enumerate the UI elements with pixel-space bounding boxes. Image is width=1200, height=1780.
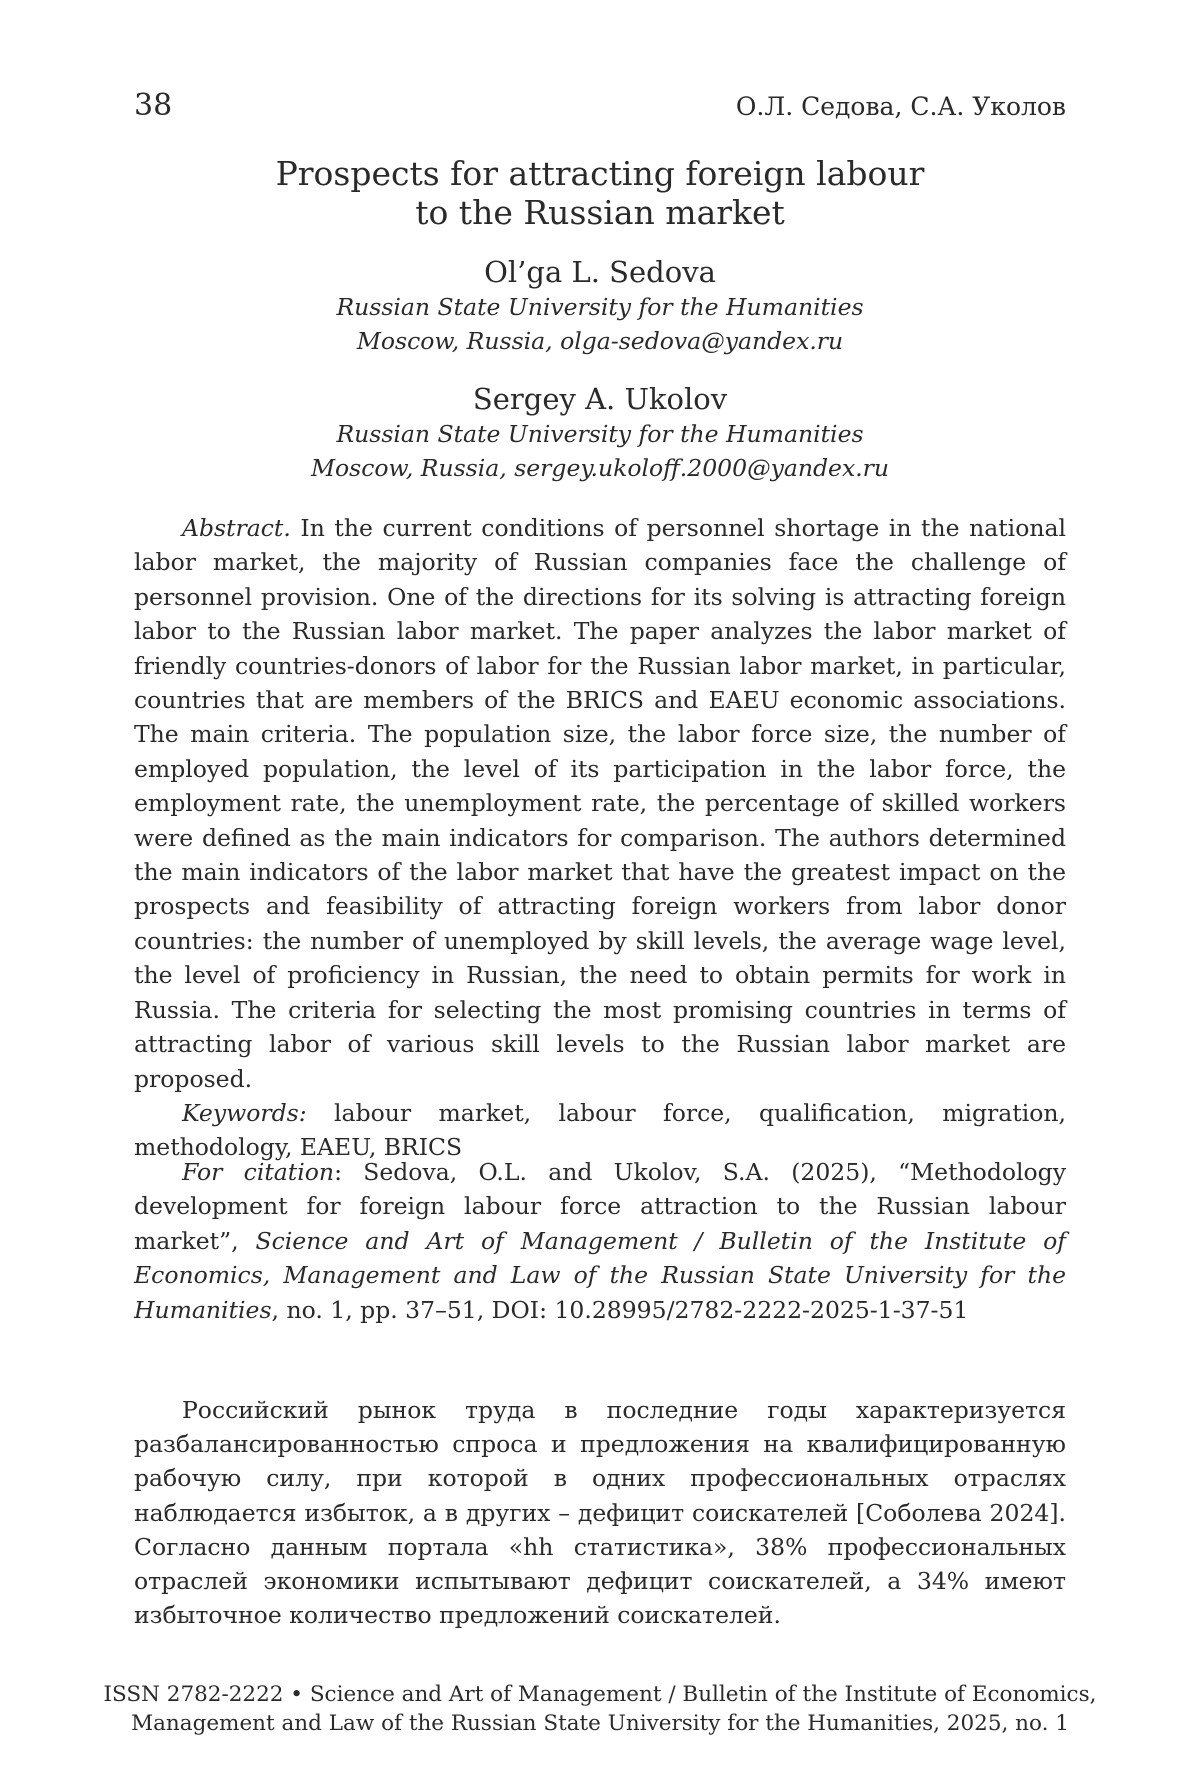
article-title-line: Prospects for attracting foreign labour [275,154,925,193]
body-paragraph: Российский рынок труда в последние годы характеризуется разбалансированностью спроса и предложения на квалифицированную рабочую силу, при которой в одних профессиональных отраслях наблюдается избыток, а в других – дефицит соискателей [Соболева 2024]. Согласно данным портала «hh статистика», 38% профессиональных отраслей экономики испытывают дефицит соискателей, а 34% имеют избыточное количество предложений соискателей. [134,1396,1066,1630]
citation-section [134,1155,1066,1327]
abstract-label: Abstract. [182,514,291,542]
citation-paragraph [134,1155,1066,1327]
citation-label: For citation [182,1158,335,1186]
page-footer [100,1680,1100,1738]
abstract-text: In the current conditions of personnel shortage in the national labor market, the majority of Russian companies face the challenge of personnel provision. One of the directions for its solving is attracting foreign labor to the Russian labor market. The paper analyzes the labor market of friendly countries-donors of labor for the Russian labor market, in particular, countries that are members of the BRICS and EAEU economic associations. The main criteria. The population size, the labor force size, the number of employed population, the level of its participation in the labor force, the employment rate, the unemployment rate, the percentage of skilled workers were defined as the main indicators for comparison. The authors determined the main indicators of the labor market that have the greatest impact on the prospects and feasibility of attracting foreign workers from labor donor countries: the number of unemployed by skill levels, the average wage level, the level of proficiency in Russian, the need to obtain permits for work in Russia. The criteria for selecting the most promising countries in terms of attracting labor of various skill levels to the Russian labor market are proposed. [134,514,1066,1093]
running-head-authors: О.Л. Седова, С.А. Уколов [735,92,1066,121]
keywords-text: labour market, labour force, qualification, migration, methodology, EAEU, BRICS [134,1098,1066,1162]
footer-line: Management and Law of the Russian State University for the Humanities, 2025, no. 1 [131,1711,1069,1736]
citation-journal: Science and Art of Management / Bulletin of the Institute of Economics, Management and Law of the Russian State University for the Humanities [134,1226,1066,1324]
article-title-line: to the Russian market [415,193,785,232]
footer-line: ISSN 2782-2222 • Science and Art of Management / Bulletin of the Institute of Economics, [103,1682,1097,1707]
author-location-email: Moscow, Russia, sergey.ukoloff.2000@yandex.ru [310,454,890,482]
keywords-label: Keywords: [182,1098,307,1127]
author-affiliation: Russian State University for the Humanities [336,293,864,321]
abstract-section [134,511,1066,1165]
page-number: 38 [134,88,173,123]
author-name: Sergey A. Ukolov [472,382,728,416]
author-block [134,381,1066,485]
body-section [134,1393,1066,1632]
author-affiliation: Russian State University for the Humanities [336,420,864,448]
running-head [134,88,1066,123]
citation-text: : Sedova, O.L. and Ukolov, S.A. (2025), “Methodology development for foreign labour force attraction to the Russian labour market”, [134,1158,1066,1255]
author-block [134,254,1066,358]
author-location-email: Moscow, Russia, olga-sedova@yandex.ru [356,327,844,355]
author-name: Ol’ga L. Sedova [484,255,716,289]
article-title [134,154,1066,232]
abstract-paragraph [134,511,1066,1096]
citation-text-end: , no. 1, pp. 37–51, DOI: 10.28995/2782-2222-2025-1-37-51 [271,1295,969,1324]
